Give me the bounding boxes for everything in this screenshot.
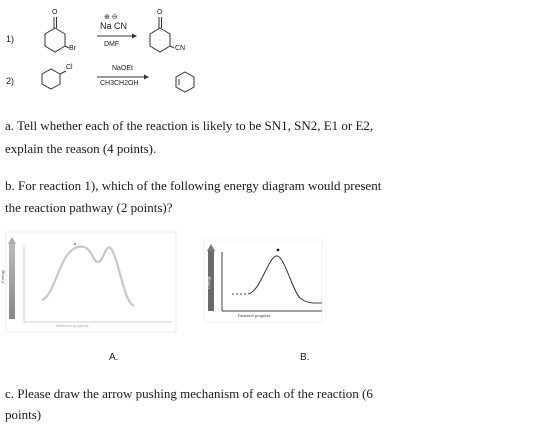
diagram-a-x-label: Reaction progress bbox=[56, 323, 89, 328]
product-1-oxygen: O bbox=[157, 9, 163, 16]
product-1-substituent: CN bbox=[175, 45, 186, 52]
reagent-2: NaOEt bbox=[112, 65, 134, 72]
reagent-1-charges: ⊕ ⊖ bbox=[104, 14, 118, 21]
question-c-line-1: c. Please draw the arrow pushing mechanism of each of the reaction (6 bbox=[5, 386, 373, 401]
choice-b-label: B. bbox=[300, 352, 310, 363]
reactant-1-oxygen: O bbox=[52, 9, 58, 16]
solvent-1: DMF bbox=[104, 41, 120, 48]
question-c-line-2: points) bbox=[5, 407, 42, 422]
reagent-1: Na CN bbox=[100, 21, 128, 31]
question-a-line-2: explain the reason (4 points). bbox=[5, 141, 157, 156]
diagram-a-y-label: Energy bbox=[0, 270, 5, 283]
choice-a-label: A. bbox=[109, 352, 119, 363]
solvent-2: CH3CH2OH bbox=[100, 80, 139, 87]
diagram-b-x-label: Reaction progress bbox=[238, 313, 271, 318]
reactant-2-leaving-group: Cl bbox=[66, 64, 73, 71]
reaction-2-number: 2) bbox=[6, 76, 15, 86]
reactant-1-leaving-group: Br bbox=[69, 45, 76, 52]
reaction-1-number: 1) bbox=[6, 34, 15, 44]
question-a-line-1: a. Tell whether each of the reaction is likely to be SN1, SN2, E1 or E2, bbox=[5, 118, 374, 133]
question-b-line-1: b. For reaction 1), which of the following energy diagram would present bbox=[5, 178, 382, 193]
question-b-line-2: the reaction pathway (2 points)? bbox=[5, 200, 173, 215]
diagram-b-y-label: Energy bbox=[205, 276, 211, 289]
